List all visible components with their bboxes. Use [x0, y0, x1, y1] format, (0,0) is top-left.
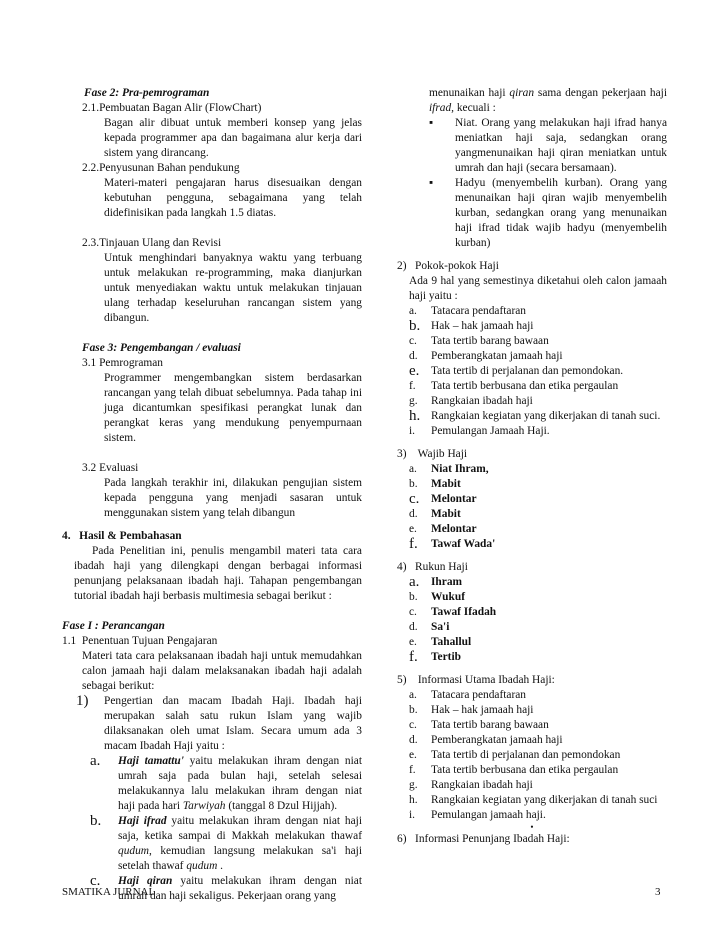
list-item [397, 590, 667, 605]
rukun-title: 4) Rukun Haji [397, 561, 468, 573]
list-item [397, 808, 667, 823]
s2-3-title: 2.3.Tinjauan Ulang dan Revisi [82, 237, 222, 249]
list-item-marker: a. [409, 463, 417, 475]
s3-2-body: Pada langkah terakhir ini, dilakukan pengujian sistem kepada pengguna yang menjadi sasaran untuk menggunakan sistem yang telah dibangun [104, 477, 362, 519]
list-item-marker: a. [409, 689, 417, 701]
dot-marker: • [530, 822, 534, 832]
s2-1-body: Bagan alir dibuat untuk memberi konsep yang jelas kepada programmer apa dan bagaimana alur kerja dari sistem yang dirancang. [104, 117, 362, 159]
list-item-marker: d. [409, 508, 418, 520]
s1-1-body: Materi tata cara pelaksanaan ibadah haji untuk memudahkan calon jamaah haji dalam melaksanakan ibadah haji adalah sebagai berikut: [82, 650, 362, 692]
list-item-text: Tata tertib barang bawaan [431, 335, 549, 347]
list-item-marker: i. [409, 425, 416, 437]
list-item-marker: e. [409, 749, 417, 761]
list-item [397, 537, 667, 552]
list-item-text: Rangkaian kegiatan yang dikerjakan di tanah suci. [431, 410, 661, 422]
s2-1-title: 2.1.Pembuatan Bagan Alir (FlowChart) [82, 102, 262, 114]
s1-1-title: 1.1 Penentuan Tujuan Pengajaran [62, 635, 218, 647]
list-item [397, 718, 667, 733]
list-item-text: Rangkaian ibadah haji [431, 779, 533, 791]
list-item-text: Pemberangkatan jamaah haji [431, 734, 563, 746]
list-item [397, 522, 667, 537]
item-c-label: c. [90, 873, 101, 889]
item-a [62, 754, 362, 814]
bullet-hadyu-text: Hadyu (menyembelih kurban). Orang yang menunaikan haji qiran wajib menyembelih kurban, sedangkan orang yang menunaikan haji ifrad tidak wajib hadyu (menyembelih kurban) [455, 177, 667, 249]
list-item-marker: b. [409, 478, 418, 490]
list-item-text: Pemulangan jamaah haji. [431, 809, 546, 821]
s2-2-body: Materi-materi pengajaran harus disesuaikan dengan kebutuhan pengguna, sebagaimana yang telah didefinisikan pada langkah 1.5 diatas. [104, 177, 362, 219]
item-c-text: Haji qiran yaitu melakukan ihram dengan niat umrah dan haji sekaligus. Pekerjaan orang yang [118, 875, 362, 902]
list-item-marker: f. [409, 764, 416, 776]
list-item [397, 688, 667, 703]
rukun-list [397, 575, 667, 665]
list-item [397, 409, 667, 424]
list-item-text: Tawaf Ifadah [431, 606, 497, 618]
list-item-text: Tertib [431, 651, 461, 663]
list-item-text: Rangkaian ibadah haji [431, 395, 533, 407]
list-item-text: Ihram [431, 576, 463, 588]
list-item-text: Sa'i [431, 621, 450, 633]
s2-3-body: Untuk menghindari banyaknya waktu yang terbuang untuk melakukan re-programming, maka dianjurkan untuk menyediakan waktu untuk melakukan tinjauan ulang terhadap keseluruhan rancangan sistem yang dibangun. [104, 252, 362, 324]
list-item [397, 575, 667, 590]
list-item-marker: g. [409, 779, 418, 791]
bullet-niat [397, 116, 667, 176]
list-item [397, 793, 667, 808]
pokok-list [397, 304, 667, 439]
list-item [397, 349, 667, 364]
s4-title: 4. Hasil & Pembahasan [62, 530, 182, 542]
list-item [397, 462, 667, 477]
list-item-marker: g. [409, 395, 418, 407]
list-item [397, 424, 667, 439]
list-item-marker: c. [409, 335, 417, 347]
footer-page-number: 3 [655, 886, 661, 898]
list-item [397, 620, 667, 635]
right-column [397, 86, 667, 847]
item-a-text: Haji tamattu' yaitu melakukan ihram dengan niat umrah saja pada bulan haji, setelah selesai melakukannya lalu melakukan ihram dengan niat haji pada hari Tarwiyah (tanggal 8 Dzul Hijjah). [118, 755, 363, 812]
list-item-text: Hak – hak jamaah haji [431, 704, 534, 716]
wajib-title: 3) Wajib Haji [397, 448, 468, 460]
list-item-marker: h. [409, 408, 421, 424]
list-item [397, 379, 667, 394]
bullet-niat-text: Niat. Orang yang melakukan haji ifrad hanya meniatkan haji saja, sedangkan orang yangmenunaikan haji qiran meniatkan untuk umrah dan haji (secara bersamaan). [455, 117, 667, 174]
s3-1-body: Programmer mengembangkan sistem berdasarkan rancangan yang telah dibuat sebelumnya. Pada tahap ini juga dicantumkan spesifikasi perangkat lunak dan perangkat keras yang mendukung penyempurnaan sistem. [104, 372, 362, 444]
list-item-marker: c. [409, 606, 417, 618]
list-item-text: Tatacara pendaftaran [431, 689, 527, 701]
item-c-term: Haji qiran [118, 875, 173, 887]
penunjang-title: 6) Informasi Penunjang Ibadah Haji: [397, 833, 570, 845]
list-item-marker: d. [409, 734, 418, 746]
list-item [397, 507, 667, 522]
info-title: 5) Informasi Utama Ibadah Haji: [397, 674, 555, 686]
item-b-label: b. [90, 813, 102, 829]
list-item [397, 364, 667, 379]
list-item-text: Tata tertib berbusana dan etika pergaulan [431, 380, 619, 392]
list-item [397, 748, 667, 763]
list-item [397, 635, 667, 650]
list-item-text: Tahallul [431, 636, 472, 648]
list-item-text: Rangkaian kegiatan yang dikerjakan di tanah suci [431, 794, 658, 806]
bullet-hadyu [397, 176, 667, 251]
list-item-text: Mabit [431, 478, 461, 490]
list-item-marker: c. [409, 719, 417, 731]
list-item-marker: b. [409, 704, 418, 716]
s3-2-title: 3.2 Evaluasi [82, 462, 139, 474]
list-item [397, 733, 667, 748]
list-item-marker: c. [409, 491, 420, 507]
info-list [397, 688, 667, 823]
item-b-text: Haji ifrad yaitu melakukan ihram dengan niat haji saja, ketika sampai di Makkah melakukan thawaf qudum, kemudian langsung melakukan sa'i haji setelah thawaf qudum . [118, 815, 363, 872]
list-item-marker: a. [409, 305, 417, 317]
list-item [397, 492, 667, 507]
list-item-marker: h. [409, 794, 418, 806]
list-item [397, 477, 667, 492]
item-a-term: Haji tamattu' [118, 755, 184, 767]
list-item-text: Tatacara pendaftaran [431, 305, 527, 317]
item-b-term: Haji ifrad [118, 815, 167, 827]
list-item-marker: f. [409, 649, 418, 665]
item1-number: 1) [76, 693, 89, 709]
list-item [397, 703, 667, 718]
list-item-marker: b. [409, 318, 421, 334]
list-item-text: Hak – hak jamaah haji [431, 320, 534, 332]
item1 [62, 694, 362, 754]
list-item-text: Tata tertib barang bawaan [431, 719, 549, 731]
list-item-marker: d. [409, 350, 418, 362]
list-item-marker: e. [409, 363, 420, 379]
list-item-text: Tawaf Wada' [431, 538, 496, 550]
s2-2-title: 2.2.Penyusunan Bahan pendukung [82, 162, 240, 174]
fase1-title: Fase I : Perancangan [62, 620, 165, 632]
list-item-text: Pemulangan Jamaah Haji. [431, 425, 550, 437]
s4-body: Pada Penelitian ini, penulis mengambil materi tata cara ibadah haji yang dilengkapi dengan berbagai informasi penunjang pelaksanaan ibadah haji. Tahapan pengembangan tutorial ibadah haji berbasis multimesia sebagai berikut : [74, 545, 362, 602]
list-item [397, 319, 667, 334]
wajib-list [397, 462, 667, 552]
list-item-marker: d. [409, 621, 418, 633]
list-item-marker: b. [409, 591, 418, 603]
qiran-continuation: menunaikan haji qiran sama dengan pekerjaan haji ifrad, kecuali : [429, 87, 667, 114]
list-item [397, 605, 667, 620]
fase2-title: Fase 2: Pra-pemrograman [84, 87, 210, 99]
list-item-marker: f. [409, 380, 416, 392]
item1-text: Pengertian dan macam Ibadah Haji. Ibadah haji merupakan salah satu rukun Islam yang wajib dilaksanakan oleh umat Islam. Secara umum ada 3 macam Ibadah Haji yaitu : [104, 695, 362, 752]
list-item [397, 394, 667, 409]
list-item-text: Tata tertib di perjalanan dan pemondokan. [431, 365, 624, 377]
list-item-text: Tata tertib di perjalanan dan pemondokan [431, 749, 621, 761]
list-item-text: Melontar [431, 493, 477, 505]
list-item-text: Mabit [431, 508, 461, 520]
fase3-title: Fase 3: Pengembangan / evaluasi [82, 342, 241, 354]
bullet-square-icon: ▪ [429, 117, 434, 129]
list-item [397, 778, 667, 793]
bullet-square-icon: ▪ [429, 177, 434, 189]
list-item-text: Melontar [431, 523, 477, 535]
footer-journal: SMATIKA JURNAL [62, 886, 156, 898]
list-item-marker: e. [409, 636, 417, 648]
list-item-marker: i. [409, 809, 416, 821]
list-item-text: Wukuf [431, 591, 465, 603]
list-item-text: Niat Ihram, [431, 463, 489, 475]
list-item [397, 334, 667, 349]
s3-1-title: 3.1 Pemrograman [82, 357, 163, 369]
list-item [397, 763, 667, 778]
item-a-label: a. [90, 753, 101, 769]
list-item-text: Tata tertib berbusana dan etika pergaulan [431, 764, 619, 776]
list-item-marker: e. [409, 523, 417, 535]
item-b [62, 814, 362, 874]
pokok-intro: Ada 9 hal yang semestinya diketahui oleh calon jamaah haji yaitu : [409, 275, 667, 302]
left-column [62, 86, 362, 904]
list-item [397, 304, 667, 319]
list-item [397, 650, 667, 665]
list-item-text: Pemberangkatan jamaah haji [431, 350, 563, 362]
list-item-marker: f. [409, 536, 418, 552]
list-item-marker: a. [409, 574, 420, 590]
pokok-title: 2) Pokok-pokok Haji [397, 260, 499, 272]
